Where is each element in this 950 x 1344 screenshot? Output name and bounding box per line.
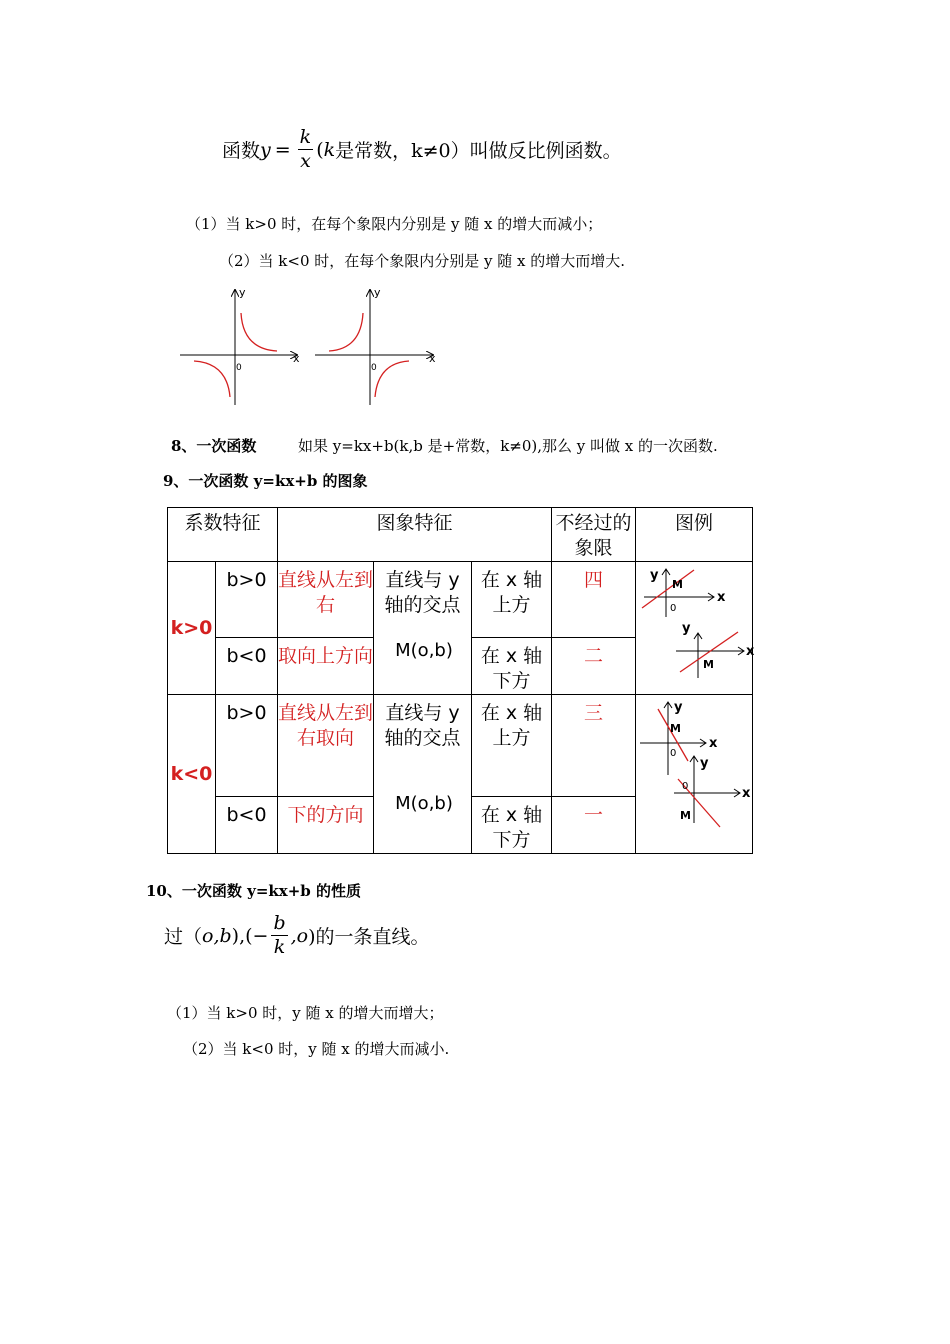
inverse-definition (222, 128, 622, 171)
direction-3: 直线从左到右取向 (278, 695, 374, 797)
inverse-y: y (260, 138, 271, 161)
legend-k-negative (636, 695, 753, 854)
header-quadrant-line2: 象限 (574, 537, 613, 559)
b-over-k-fraction (271, 914, 287, 957)
point-1-coords: o,b (202, 924, 232, 947)
graph1-origin-label: 0 (236, 363, 242, 373)
legend4-y: y (700, 756, 709, 771)
legend1-o: 0 (670, 603, 677, 614)
fraction-k: k (273, 936, 286, 958)
header-graph-feature: 图象特征 (278, 508, 552, 562)
header-quadrant-line1: 不经过的 (555, 512, 632, 534)
hyperbola-k-positive (180, 286, 300, 405)
linear-property-2: （2）当 k<0 时，y 随 x 的增大而减小. (183, 1040, 450, 1058)
quadrant-three: 三 (552, 695, 636, 797)
inverse-property-2: （2）当 k<0 时，在每个象限内分别是 y 随 x 的增大而增大. (219, 252, 626, 270)
legend4-o: 0 (682, 781, 689, 792)
inverse-property-1: （1）当 k>0 时，在每个象限内分别是 y 随 x 的增大而减小； (186, 215, 603, 233)
direction-2: 取向上方向 (278, 638, 374, 695)
quadrant-two: 二 (552, 638, 636, 695)
point-2-coords: ,o (290, 924, 309, 947)
header-legend: 图例 (636, 508, 753, 562)
intersect-1: 直线与 y 轴的交点 (374, 562, 472, 695)
linear-property-1: （1）当 k>0 时，y 随 x 的增大而增大； (167, 1004, 444, 1022)
graph1-y-label: y (239, 286, 246, 299)
fraction-b: b (273, 912, 286, 934)
legend3-m: M (670, 722, 681, 735)
line-through-points (164, 914, 430, 957)
section-8 (171, 435, 718, 456)
b-positive-2: b>0 (216, 695, 278, 797)
line-suffix: )的一条直线。 (308, 926, 430, 948)
line-mid: ),(− (231, 924, 269, 947)
hyperbola-graphs (175, 283, 445, 408)
inverse-suffix: 是常数，k≠0）叫做反比例函数。 (335, 140, 622, 162)
legend-k-negative-svg (636, 695, 753, 847)
section-8-heading: 8、一次函数 (171, 437, 257, 455)
legend2-y: y (682, 621, 691, 636)
legend2-x: x (746, 644, 755, 659)
legend4-m: M (680, 809, 691, 822)
k-positive-cell: k>0 (168, 562, 216, 695)
inverse-eq: = (274, 138, 291, 161)
intersect-2: 直线与 y 轴的交点 (374, 695, 472, 854)
section-8-text: 如果 y=kx+b(k,b 是+常数，k≠0),那么 y 叫做 x 的一次函数. (298, 437, 718, 455)
b-positive-1: b>0 (216, 562, 278, 638)
position-below-1: 在 x 轴下方 (472, 638, 552, 695)
point-label-k-positive: M(o,b) (395, 640, 453, 661)
inverse-fraction (298, 128, 314, 171)
position-below-2: 在 x 轴下方 (472, 797, 552, 854)
fraction-denominator: x (300, 150, 311, 172)
legend3-y: y (674, 700, 683, 715)
graph2-y-label: y (374, 286, 381, 299)
legend-k-positive-svg (636, 562, 753, 690)
inverse-paren: ( (316, 138, 324, 161)
legend1-x: x (717, 590, 726, 605)
header-coefficient: 系数特征 (168, 508, 278, 562)
legend-k-positive (636, 562, 753, 695)
point-label-k-negative: M(o,b) (395, 793, 453, 814)
legend3-o: 0 (670, 748, 677, 759)
line-prefix: 过（ (164, 926, 203, 948)
section-10-heading: 10、一次函数 y=kx+b 的性质 (146, 882, 361, 900)
quadrant-four: 四 (552, 562, 636, 638)
inverse-k: k (323, 138, 336, 161)
b-negative-2: b<0 (216, 797, 278, 854)
legend1-m: M (672, 578, 683, 591)
legend4-x: x (742, 786, 751, 801)
position-above-2: 在 x 轴上方 (472, 695, 552, 797)
header-quadrant (552, 508, 636, 562)
k-negative-cell: k<0 (168, 695, 216, 854)
section-9-heading: 9、一次函数 y=kx+b 的图象 (163, 472, 368, 490)
b-negative-1: b<0 (216, 638, 278, 695)
direction-4: 下的方向 (278, 797, 374, 854)
graph1-x-label: x (293, 352, 300, 365)
legend3-x: x (709, 736, 718, 751)
graph2-x-label: x (429, 352, 436, 365)
legend2-m: M (703, 658, 714, 671)
graph2-origin-label: 0 (371, 363, 377, 373)
legend1-y: y (650, 568, 659, 583)
fraction-numerator: k (299, 126, 312, 148)
hyperbola-k-negative (315, 286, 436, 405)
inverse-prefix: 函数 (222, 140, 261, 162)
direction-1: 直线从左到右 (278, 562, 374, 638)
position-above-1: 在 x 轴上方 (472, 562, 552, 638)
quadrant-one: 一 (552, 797, 636, 854)
